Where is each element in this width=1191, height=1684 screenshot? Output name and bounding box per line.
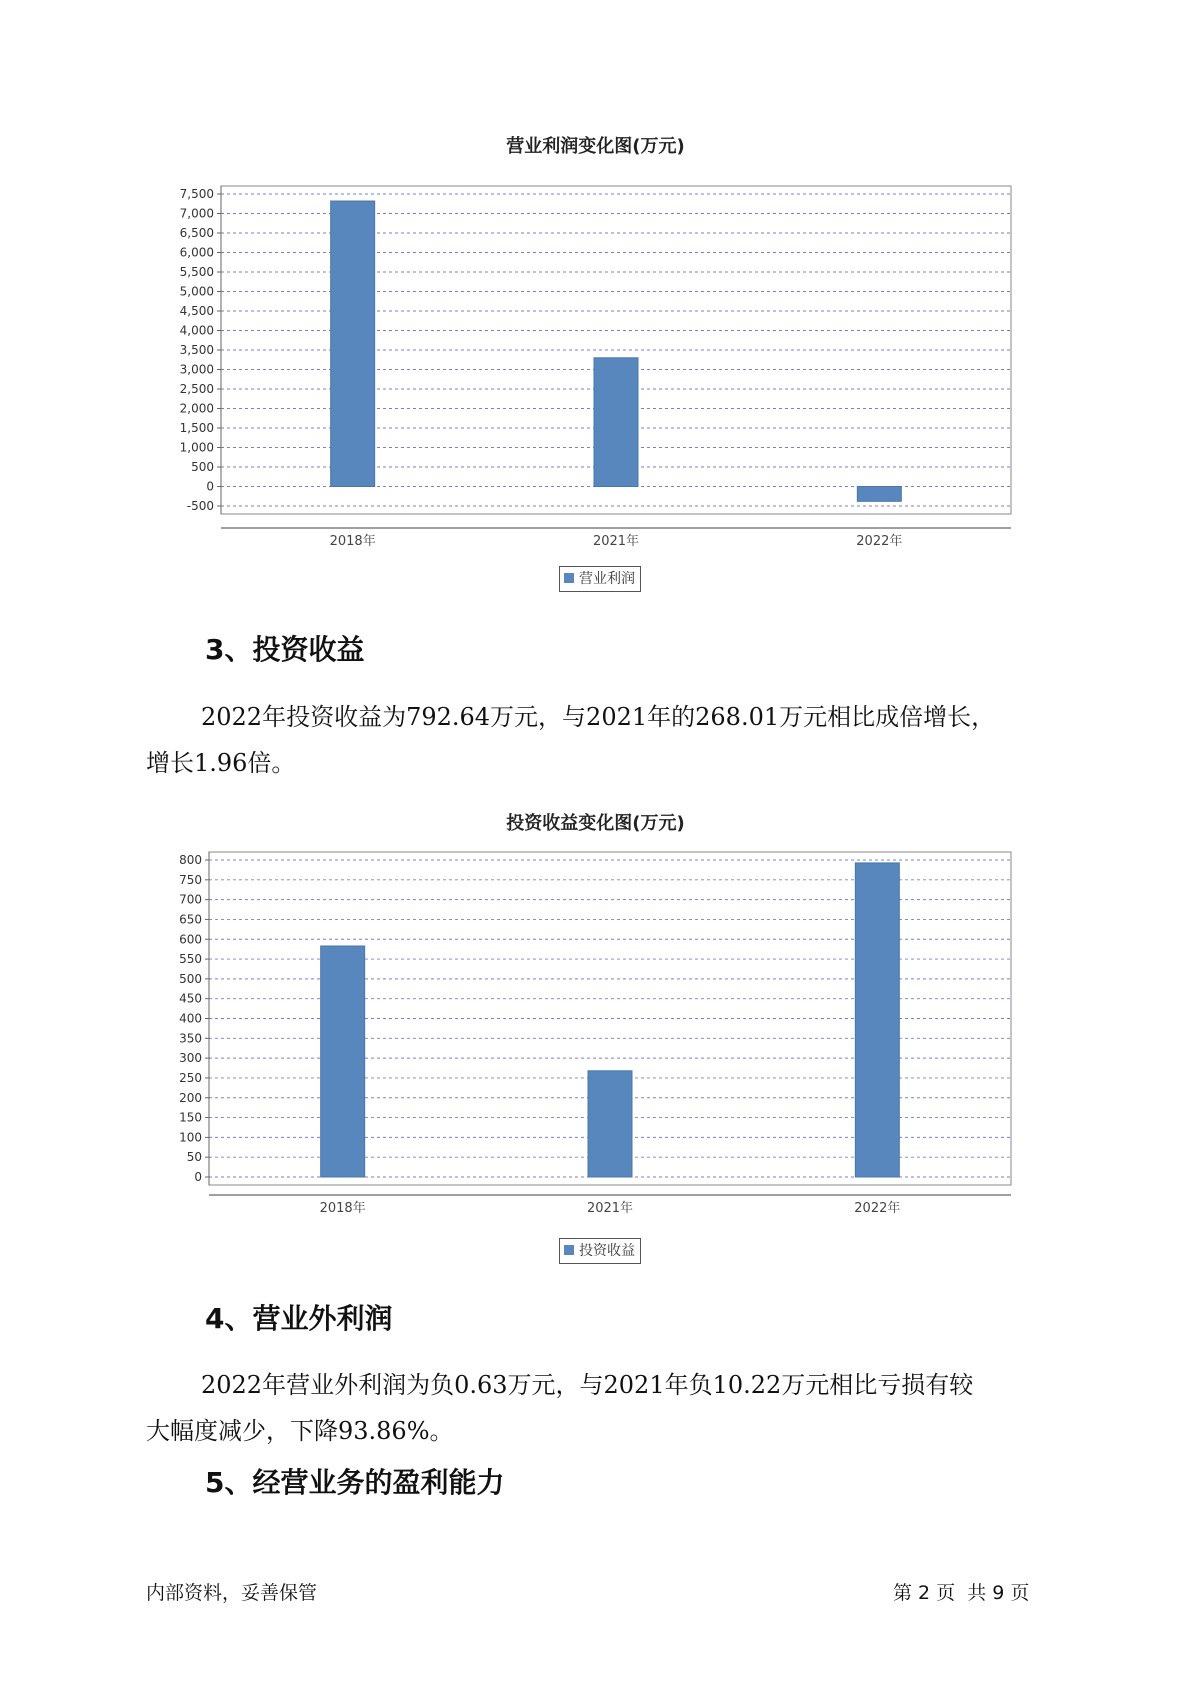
paragraph-non-operating (146, 1362, 1058, 1454)
y-tick-label: 400 (179, 1011, 202, 1026)
y-tick-label: 500 (179, 971, 202, 986)
investment-income-legend (559, 1238, 641, 1264)
bar (331, 201, 375, 486)
operating-profit-chart-title: 营业利润变化图(万元) (506, 136, 685, 157)
legend-swatch (564, 1245, 574, 1255)
y-tick-label: 100 (179, 1130, 202, 1145)
y-tick-label: 6,500 (179, 226, 214, 240)
y-tick-label: 1,500 (179, 421, 214, 435)
investment-income-chart-title: 投资收益变化图(万元) (506, 813, 685, 834)
x-tick-label: 2021年 (586, 1201, 634, 1216)
y-tick-label: 600 (179, 932, 202, 947)
x-tick-label: 2022年 (856, 534, 903, 549)
y-tick-label: 300 (179, 1051, 202, 1066)
y-tick-label: 3,000 (179, 362, 214, 377)
x-tick-label: 2018年 (329, 534, 376, 549)
y-tick-label: 0 (194, 1170, 202, 1184)
bar (588, 1071, 632, 1177)
y-tick-label: 4,000 (179, 323, 214, 338)
legend-label: 投资收益 (579, 1243, 635, 1259)
operating-profit-chart (0, 165, 1191, 549)
y-tick-label: 3,500 (179, 343, 214, 357)
x-tick-label: 2018年 (319, 1201, 366, 1216)
y-tick-label: 6,000 (179, 245, 214, 260)
section-heading-profitability: 5、经营业务的盈利能力 (205, 1466, 505, 1499)
y-tick-label: 500 (191, 460, 214, 474)
operating-profit-legend (559, 566, 641, 592)
section-heading-non-operating: 4、营业外利润 (205, 1302, 393, 1335)
bar (855, 863, 899, 1177)
y-tick-label: 7,500 (179, 187, 214, 201)
paragraph-line: 大幅度减少，下降93.86%。 (146, 1417, 454, 1445)
x-tick-label: 2022年 (854, 1201, 901, 1216)
y-tick-label: 2,500 (179, 382, 214, 396)
y-tick-label: 7,000 (179, 206, 214, 221)
bar (594, 358, 638, 487)
y-tick-label: 150 (179, 1110, 202, 1125)
paragraph-line: 2022年投资收益为792.64万元，与2021年的268.01万元相比成倍增长， (201, 703, 996, 731)
y-tick-label: 0 (206, 479, 214, 494)
paragraph-line: 增长1.96倍。 (146, 749, 296, 777)
y-tick-label: 4,500 (179, 304, 214, 318)
legend-swatch (564, 573, 574, 583)
investment-income-chart (0, 845, 1191, 1216)
bar (857, 487, 901, 502)
y-tick-label: 2,000 (179, 401, 214, 416)
y-tick-label: 650 (179, 912, 202, 927)
footer-page-number: 第 2 页 共 9 页 (893, 1582, 1030, 1604)
paragraph-investment (146, 694, 1058, 786)
y-tick-label: 750 (179, 872, 202, 887)
y-tick-label: 800 (179, 853, 202, 867)
x-tick-label: 2021年 (592, 534, 640, 549)
y-tick-label: 200 (179, 1090, 202, 1105)
y-tick-label: 50 (186, 1150, 202, 1165)
y-tick-label: 1,000 (179, 440, 214, 455)
bar (321, 946, 365, 1177)
y-tick-label: 700 (179, 892, 202, 907)
legend-label: 营业利润 (579, 571, 635, 587)
section-heading-investment: 3、投资收益 (205, 633, 365, 666)
y-tick-label: 250 (179, 1070, 202, 1085)
y-tick-label: 350 (179, 1031, 202, 1046)
paragraph-line: 2022年营业外利润为负0.63万元，与2021年负10.22万元相比亏损有较 (201, 1371, 974, 1399)
y-tick-label: 550 (179, 952, 202, 967)
y-tick-label: 5,000 (179, 284, 214, 299)
y-tick-label: -500 (186, 499, 214, 513)
y-tick-label: 450 (179, 991, 202, 1006)
y-tick-label: 5,500 (179, 265, 214, 279)
footer-confidential-note: 内部资料，妥善保管 (146, 1582, 318, 1604)
